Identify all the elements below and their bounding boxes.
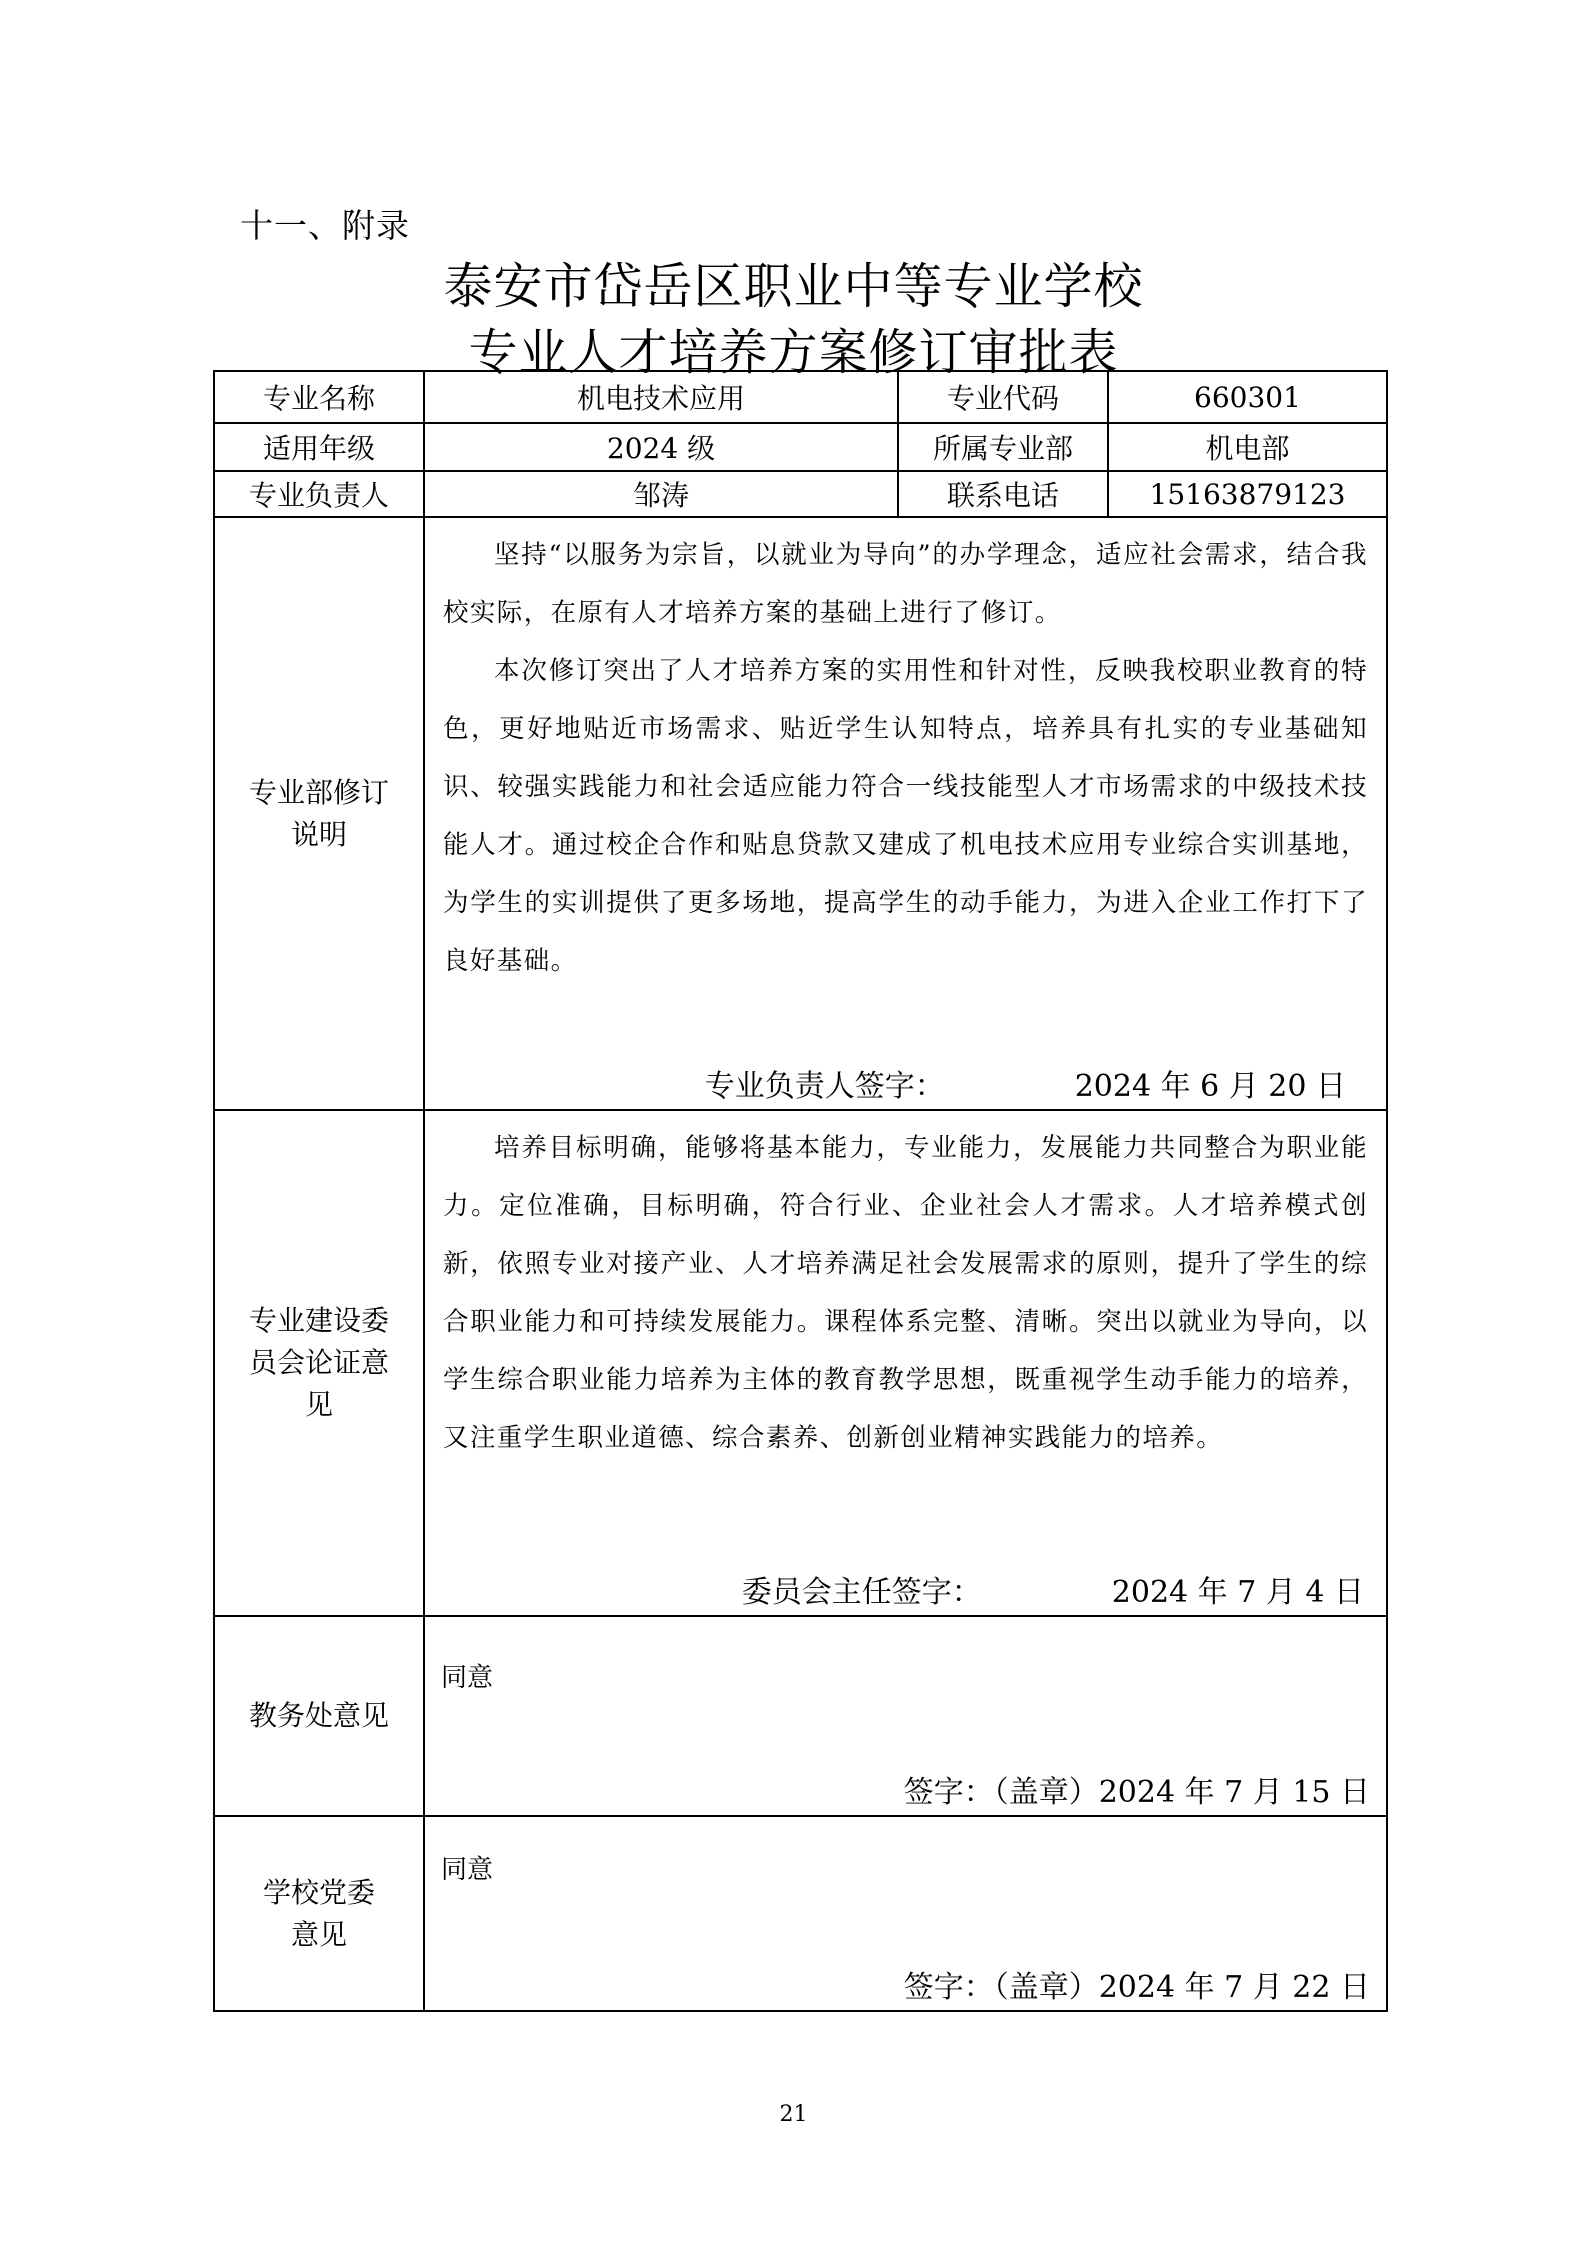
dept-revision-paragraph-1: 坚持“以服务为宗旨，以就业为导向”的办学理念，适应社会需求，结合我校实际，在原有人才培养方案的基础上进行了修订。 (443, 540, 1368, 628)
department-value: 机电部 (1108, 423, 1387, 471)
leader-value: 邹涛 (424, 471, 898, 517)
party-committee-signature: 签字：（盖章）2024 年 7 月 22 日 (903, 1970, 1370, 2005)
party-committee-text: 同意 (441, 1855, 494, 1885)
major-name-label: 专业名称 (214, 371, 424, 423)
academic-office-row (214, 1616, 1387, 1816)
grade-label: 适用年级 (214, 423, 424, 471)
major-code-value: 660301 (1108, 371, 1387, 423)
party-committee-content (424, 1816, 1387, 2011)
leader-label: 专业负责人 (214, 471, 424, 517)
info-row-grade (214, 423, 1387, 471)
committee-signature-line (742, 1567, 1364, 1611)
department-label: 所属专业部 (898, 423, 1108, 471)
academic-office-label: 教务处意见 (214, 1616, 424, 1816)
party-committee-label-text: 学校党委意见 (262, 1875, 375, 1951)
grade-value: 2024 级 (424, 423, 898, 471)
dept-revision-signature-label: 专业负责人签字： (704, 1069, 945, 1104)
academic-office-signature: 签字：（盖章）2024 年 7 月 15 日 (903, 1775, 1370, 1810)
major-code-label: 专业代码 (898, 371, 1108, 423)
committee-row (214, 1110, 1387, 1616)
dept-revision-date: 2024 年 6 月 20 日 (1074, 1069, 1346, 1104)
committee-date: 2024 年 7 月 4 日 (1111, 1575, 1364, 1610)
dept-revision-row (214, 517, 1387, 1110)
dept-revision-content (424, 517, 1387, 1110)
party-committee-label (214, 1816, 424, 2011)
info-row-leader (214, 471, 1387, 517)
dept-revision-label (214, 517, 424, 1110)
major-name-value: 机电技术应用 (424, 371, 898, 423)
academic-office-content (424, 1616, 1387, 1816)
page-number: 21 (779, 2102, 808, 2127)
phone-value: 15163879123 (1108, 471, 1387, 517)
section-heading: 十一、附录 (240, 206, 410, 245)
academic-office-text: 同意 (441, 1663, 494, 1693)
dept-revision-label-text: 专业部修订说明 (248, 775, 389, 851)
committee-signature-label: 委员会主任签字： (741, 1575, 982, 1610)
document-title-line1: 泰安市岱岳区职业中等专业学校 (443, 258, 1144, 315)
committee-label-text: 专业建设委员会论证意见 (248, 1304, 389, 1421)
phone-label: 联系电话 (898, 471, 1108, 517)
document-title-line2: 专业人才培养方案修订审批表 (468, 324, 1119, 381)
party-committee-row (214, 1816, 1387, 2011)
committee-content (424, 1110, 1387, 1616)
approval-form-table (213, 370, 1388, 2012)
info-row-major (214, 371, 1387, 423)
committee-label (214, 1110, 424, 1616)
dept-revision-paragraph-2: 本次修订突出了人才培养方案的实用性和针对性，反映我校职业教育的特色，更好地贴近市场需求、贴近学生认知特点，培养具有扎实的专业基础知识、较强实践能力和社会适应能力符合一线技能型人才市场需求的中级技术技能人才。通过校企合作和贴息贷款又建成了机电技术应用专业综合实训基地，为学生的实训提供了更多场地，提高学生的动手能力，为进入企业工作打下了良好基础。 (443, 656, 1368, 976)
dept-revision-signature-line (705, 1061, 1346, 1105)
committee-paragraph-1: 培养目标明确，能够将基本能力，专业能力，发展能力共同整合为职业能力。定位准确，目标明确，符合行业、企业社会人才需求。人才培养模式创新，依照专业对接产业、人才培养满足社会发展需求的原则，提升了学生的综合职业能力和可持续发展能力。课程体系完整、清晰。突出以就业为导向，以学生综合职业能力培养为主体的教育教学思想，既重视学生动手能力的培养，又注重学生职业道德、综合素养、创新创业精神实践能力的培养。 (443, 1133, 1368, 1453)
